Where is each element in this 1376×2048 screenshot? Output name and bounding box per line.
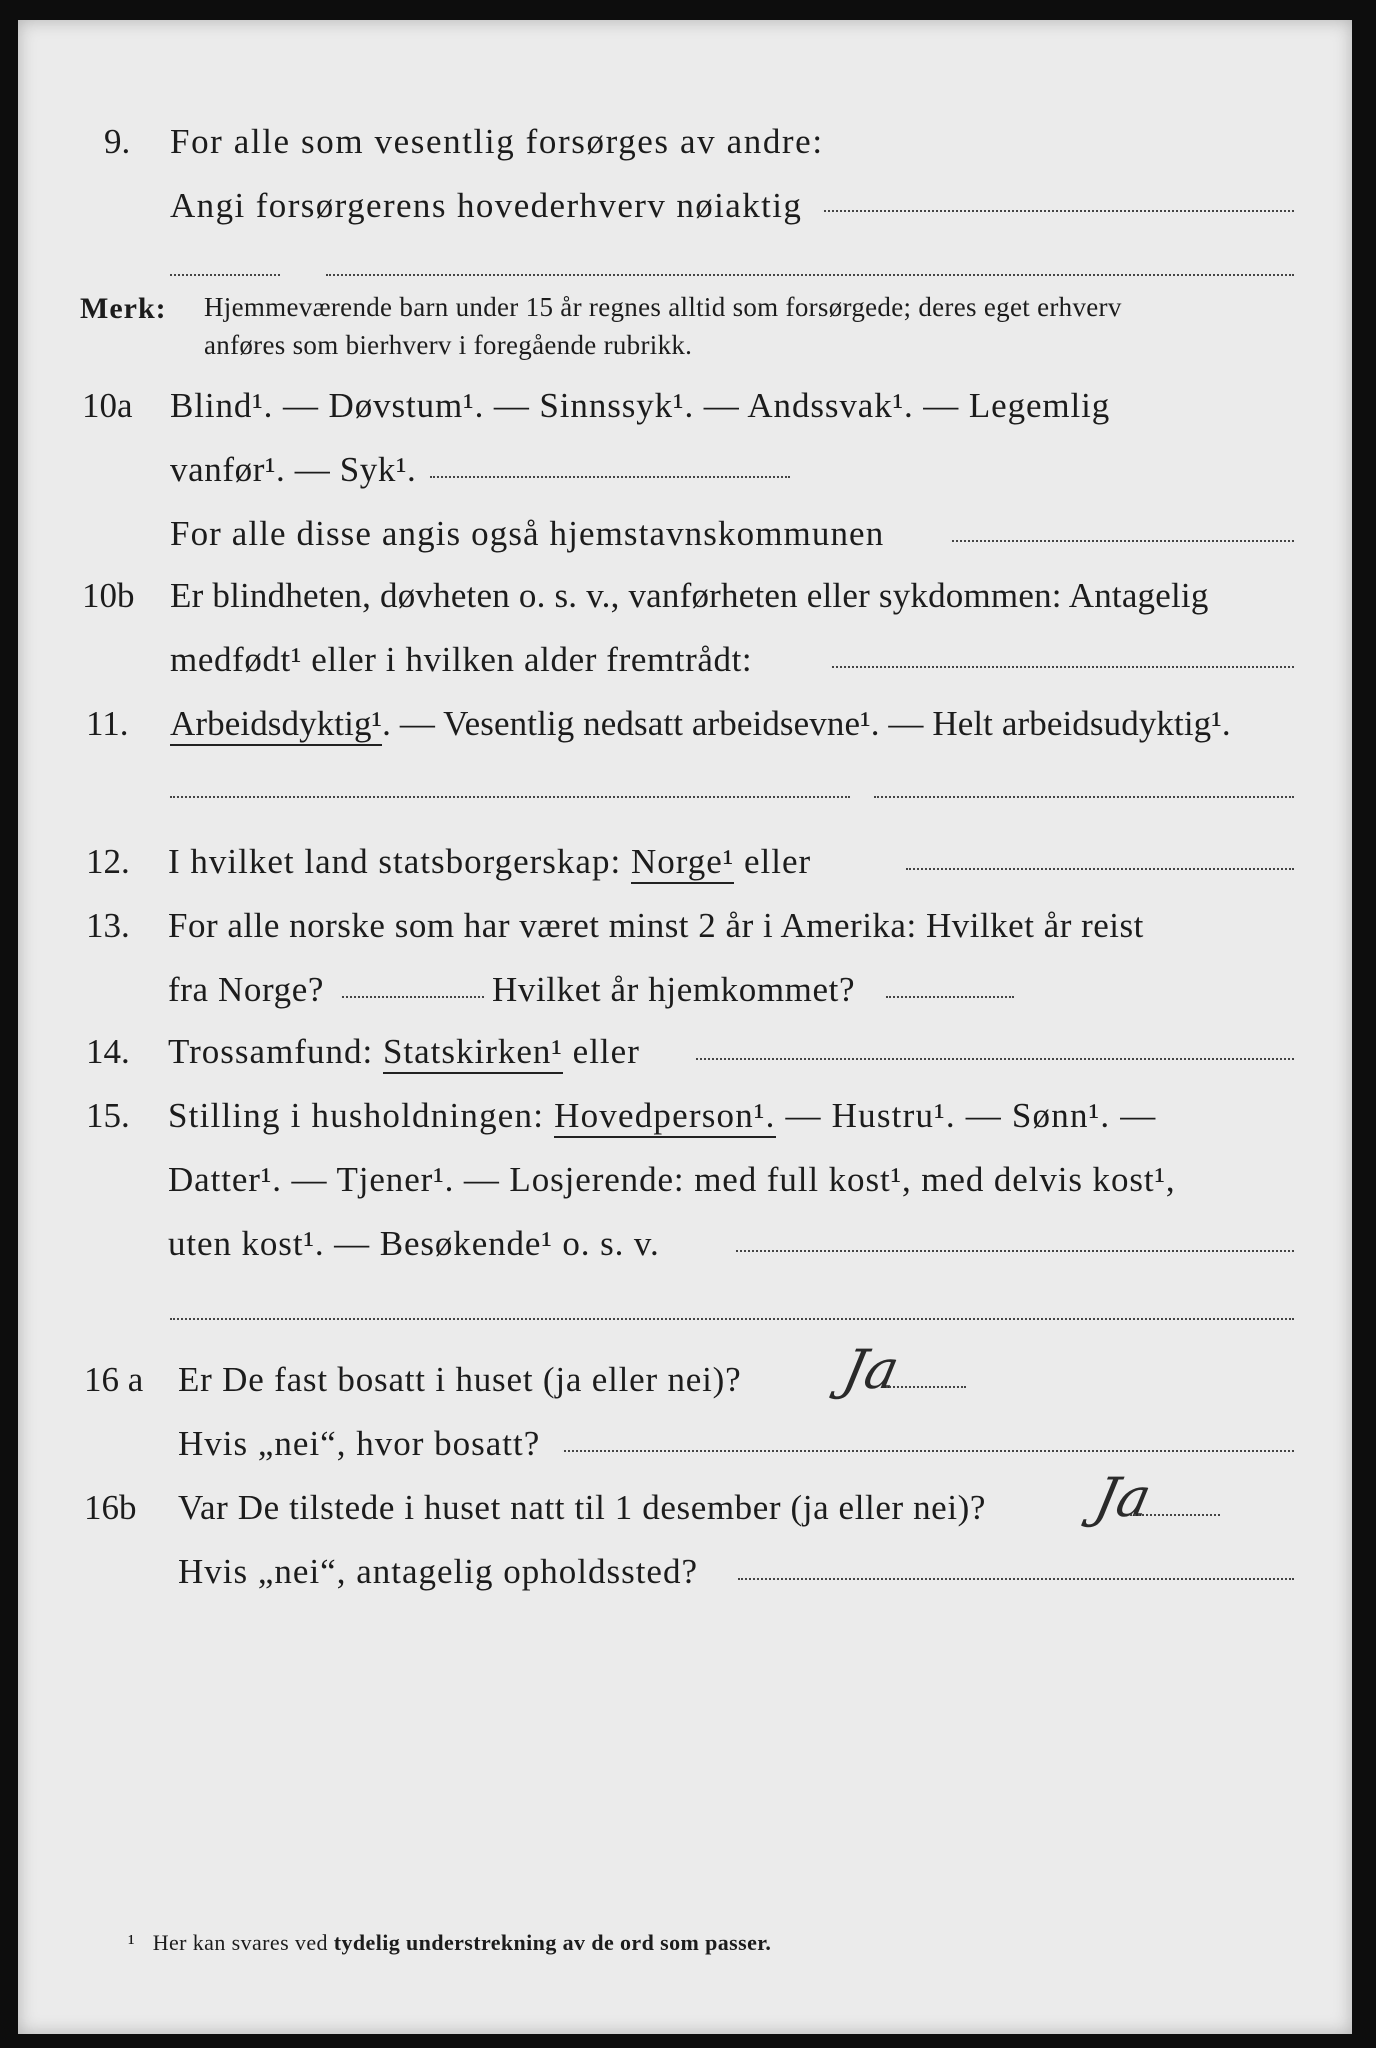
q16a-handwritten-answer: Ja [837,1338,905,1401]
q10a-line2: vanfør¹. — Syk¹. [170,450,417,489]
q16b-number: 16b [84,1488,137,1527]
q12-pre: I hvilket land statsborgerskap: [168,842,622,881]
q15-line3: uten kost¹. — Besøkende¹ o. s. v. [168,1224,660,1263]
q11-text [170,704,1231,744]
q15-line2: Datter¹. — Tjener¹. — Losjerende: med full kost¹, med delvis kost¹, [168,1160,1176,1199]
q14-option-statskirken-underlined: Statskirken¹ [383,1032,563,1074]
q14-pre: Trossamfund: [168,1032,374,1071]
footnote-bold: tydelig understrekning av de ord som passer. [333,1930,772,1955]
q9-line2: Angi forsørgerens hovederhverv nøiaktig [170,186,803,225]
q11-number: 11. [86,704,129,743]
q12-option-norge-underlined: Norge¹ [631,842,734,884]
q12-answer-line [906,868,1294,870]
q13-line2b: Hvilket år hjemkommet? [492,970,856,1009]
q15-answer-line-2 [170,1318,1294,1320]
q15-post: — Hustru¹. — Sønn¹. — [785,1096,1157,1135]
q13-line2a: fra Norge? [168,970,324,1009]
q10b-answer-line [832,666,1294,668]
q10a-line3: For alle disse angis også hjemstavnskommunen [170,514,885,553]
q16b-stay-line [738,1578,1294,1580]
q10a-hometown-line [952,540,1294,542]
q10b-line2: medfødt¹ eller i hvilken alder fremtrådt: [170,640,753,679]
footnote-mark: ¹ [128,1930,135,1955]
q16a-line2: Hvis „nei“, hvor bosatt? [178,1424,541,1463]
q9-answer-line [824,210,1294,212]
q9-answer-line-2b [326,274,1294,276]
q14-number: 14. [86,1032,130,1071]
q13-year-return-line [886,996,1014,998]
q11-option-arbeidsdyktig-underlined: Arbeidsdyktig¹ [170,704,382,746]
q11-answer-line-a [170,796,850,798]
merk-line2: anføres som bierhverv i foregående rubrikk. [204,330,693,360]
q15-number: 15. [86,1096,130,1135]
q16a-where-line [564,1450,1294,1452]
q9-answer-line-2a [170,274,280,276]
q9-line1: For alle som vesentlig forsørges av andre: [170,122,824,161]
q11-rest: . — Vesentlig nedsatt arbeidsevne¹. — Helt arbeidsudyktig¹. [382,704,1231,743]
census-form-page [18,20,1352,2034]
q16a-line1: Er De fast bosatt i huset (ja eller nei)? [178,1360,742,1399]
q10a-line1: Blind¹. — Døvstum¹. — Sinnssyk¹. — Andssvak¹. — Legemlig [170,386,1111,425]
q12-number: 12. [86,842,130,881]
q13-line1: For alle norske som har været minst 2 år i Amerika: Hvilket år reist [168,906,1144,945]
q12-post: eller [744,842,812,881]
q14-post: eller [572,1032,640,1071]
q10b-number: 10b [82,576,135,615]
q13-number: 13. [86,906,130,945]
q16a-number: 16 a [84,1360,144,1399]
q15-answer-line [736,1250,1294,1252]
q16b-line1: Var De tilstede i huset natt til 1 desember (ja eller nei)? [178,1488,987,1527]
q15-pre: Stilling i husholdningen: [168,1096,545,1135]
q11-answer-line-b [874,796,1294,798]
q12-text [168,842,811,882]
q16b-line2: Hvis „nei“, antagelig opholdssted? [178,1552,698,1591]
q14-answer-line [696,1058,1294,1060]
q13-year-left-line [342,996,484,998]
q16b-handwritten-answer: Ja [1089,1466,1157,1529]
q10b-line1: Er blindheten, døvheten o. s. v., vanførheten eller sykdommen: Antagelig [170,576,1209,615]
q15-line1 [168,1096,1156,1136]
q10a-answer-line [430,476,790,478]
q16a-answer-line [886,1386,966,1388]
q16b-answer-line [1130,1514,1220,1516]
q9-number: 9. [104,122,131,161]
merk-label: Merk: [80,292,167,325]
footnote-text: Her kan svares ved [152,1930,328,1955]
q10a-number: 10a [82,386,133,425]
footnote [128,1930,771,1956]
q15-option-hovedperson-underlined: Hovedperson¹. [554,1096,775,1138]
merk-line1: Hjemmeværende barn under 15 år regnes alltid som forsørgede; deres eget erhverv [204,292,1122,322]
q14-text [168,1032,640,1072]
